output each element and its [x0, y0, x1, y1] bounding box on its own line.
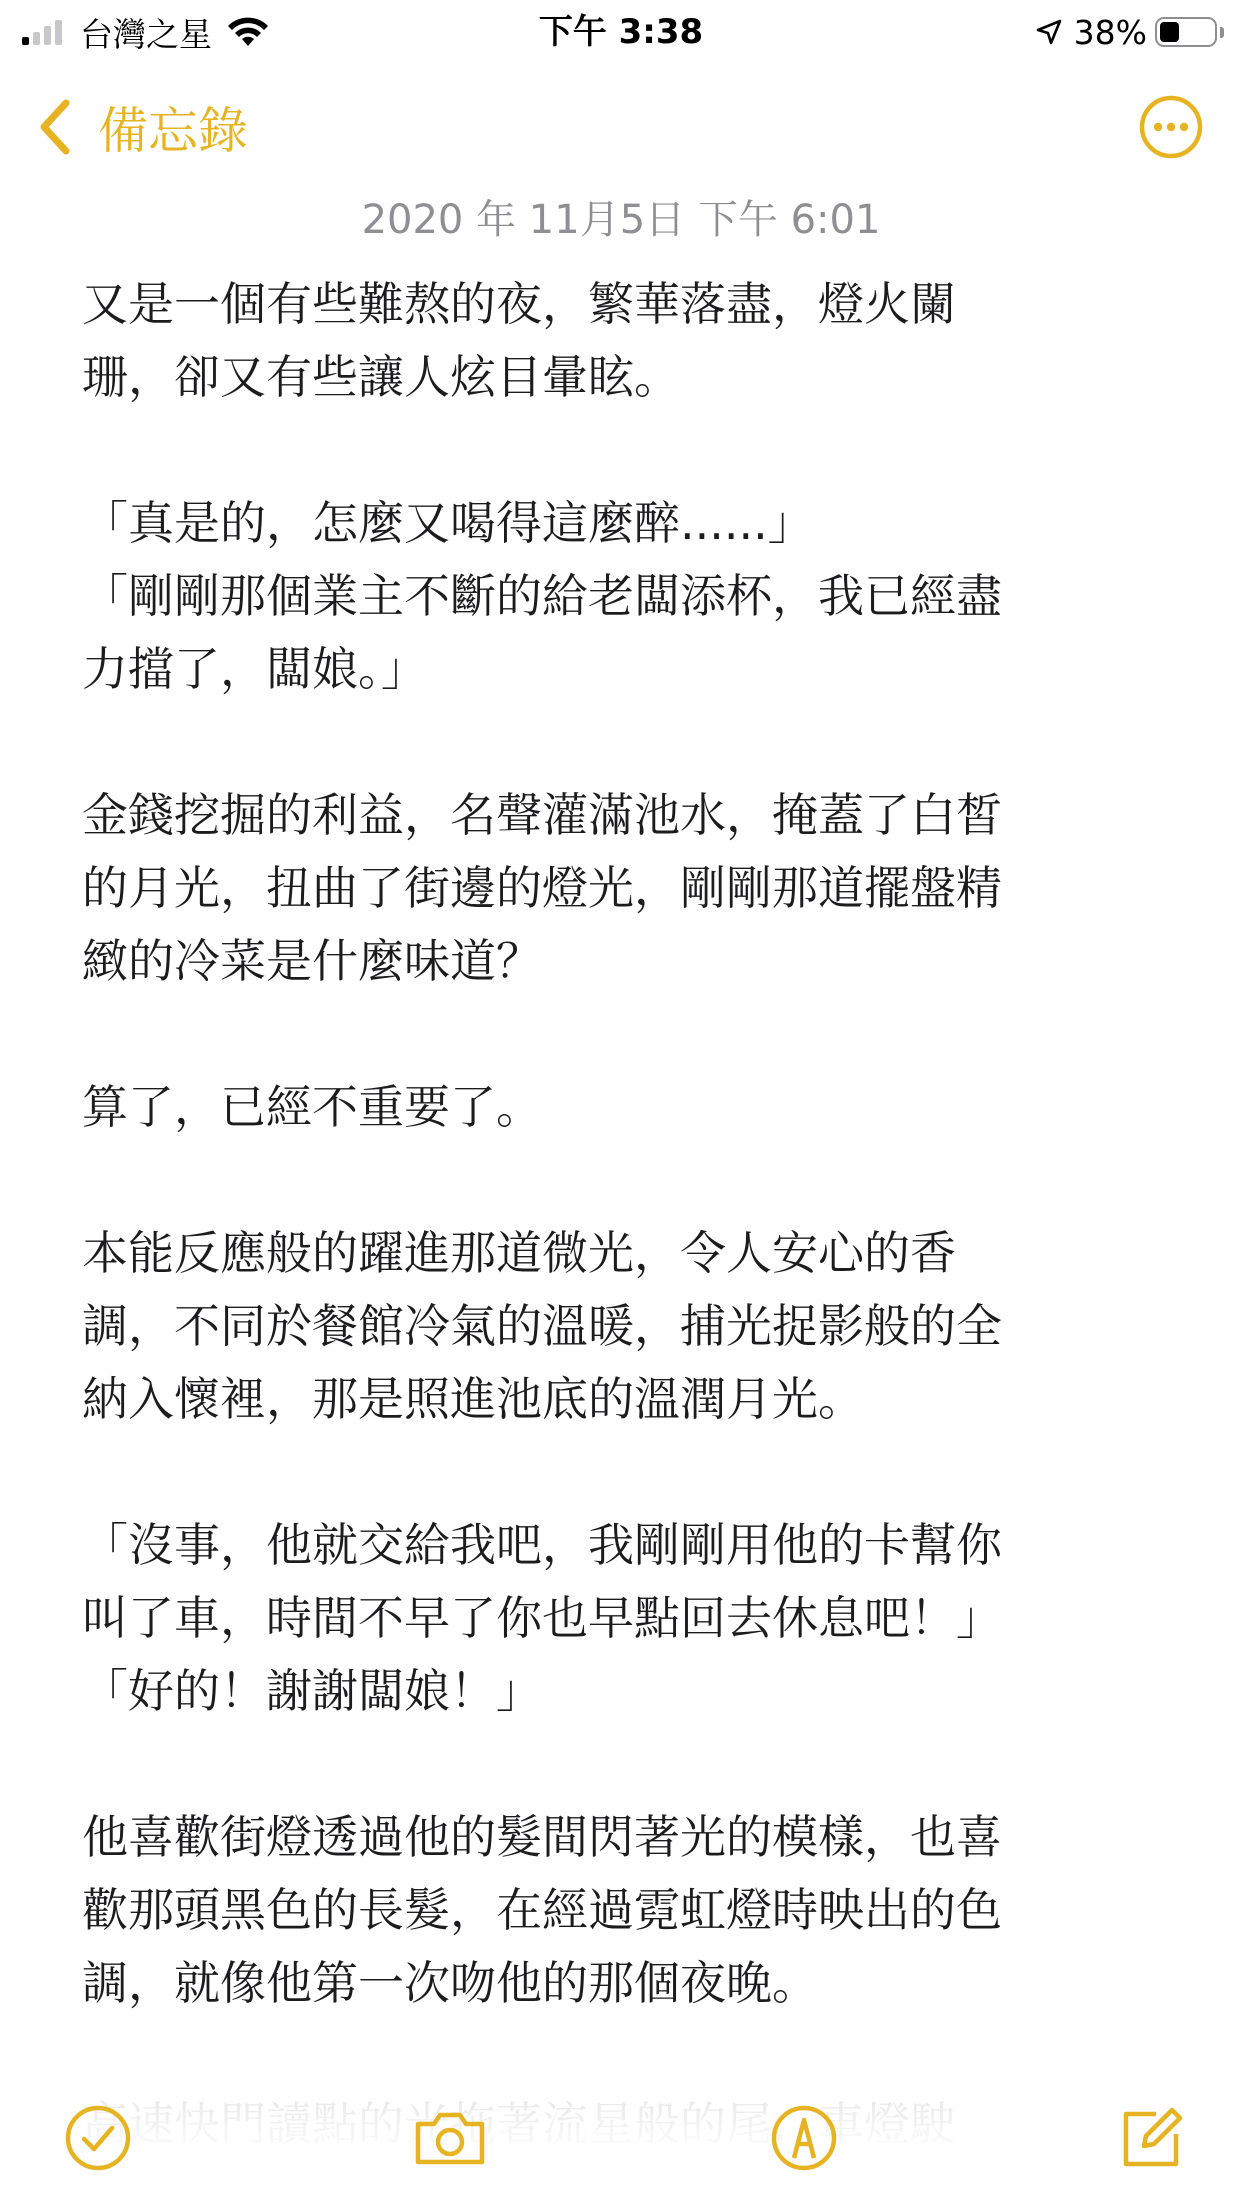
- note-paragraph: [82, 1071, 1162, 1144]
- battery-percent: 38%: [1073, 12, 1147, 52]
- note-paragraph: [82, 1509, 1162, 1728]
- note-date: 2020 年 11月5日 下午 6:01: [361, 197, 881, 243]
- chevron-left-icon: [36, 97, 72, 157]
- bottom-toolbar: [0, 2062, 1242, 2208]
- note-paragraph: [82, 1801, 1162, 2020]
- note-line: 「真是的，怎麼又喝得這麼醉......」: [82, 496, 814, 550]
- note-line: 又是一個有些難熬的夜，繁華落盡，燈火闌: [82, 277, 956, 331]
- status-time: 下午 3:38: [538, 12, 704, 52]
- note-line: 調，就像他第一次吻他的那個夜晚。: [82, 1956, 818, 2010]
- note-line: 叫了車，時間不早了你也早點回去休息吧！」: [82, 1591, 1002, 1645]
- note-line: 「沒事，他就交給我吧，我剛剛用他的卡幫你: [82, 1518, 1002, 1572]
- note-paragraph: [82, 779, 1162, 998]
- note-line: 珊，卻又有些讓人炫目暈眩。: [82, 350, 680, 404]
- note-line: 算了，已經不重要了。: [82, 1080, 542, 1134]
- note-line: 金錢挖掘的利益，名聲灌滿池水，掩蓋了白皙: [82, 788, 1002, 842]
- back-button[interactable]: [36, 92, 248, 162]
- note-line: 的月光，扭曲了街邊的燈光，剛剛那道擺盤精: [82, 861, 1002, 915]
- note-line: 調，不同於餐館冷氣的溫暖，捕光捉影般的全: [82, 1299, 1002, 1353]
- battery-nub: [1220, 27, 1224, 38]
- status-bar: [0, 0, 1242, 60]
- status-bar-right: [1034, 10, 1224, 54]
- more-options-icon[interactable]: [1138, 94, 1204, 160]
- note-body[interactable]: [82, 268, 1162, 2020]
- camera-icon[interactable]: [410, 2102, 490, 2174]
- note-paragraph: [82, 487, 1162, 706]
- back-button-label: 備忘錄: [98, 102, 248, 160]
- checklist-icon[interactable]: [62, 2102, 134, 2174]
- note-line: 「好的！謝謝闆娘！」: [82, 1664, 542, 1718]
- location-arrow-icon: [1034, 17, 1064, 47]
- note-line: 本能反應般的躍進那道微光，令人安心的香: [82, 1226, 956, 1280]
- note-line: 緻的冷菜是什麼味道？: [82, 934, 542, 988]
- note-line: 「剛剛那個業主不斷的給老闆添杯，我已經盡: [82, 569, 1002, 623]
- compose-icon[interactable]: [1116, 2102, 1188, 2174]
- battery-level-fill: [1160, 22, 1179, 42]
- battery-icon: [1155, 17, 1217, 47]
- note-line: 力擋了，闆娘。」: [82, 642, 427, 696]
- carrier-name: 台灣之星: [80, 14, 212, 54]
- note-line: 歡那頭黑色的長髮，在經過霓虹燈時映出的色: [82, 1883, 1002, 1937]
- markup-icon[interactable]: [768, 2102, 840, 2174]
- note-paragraph: [82, 268, 1162, 414]
- note-paragraph: [82, 1217, 1162, 1436]
- note-line: 納入懷裡，那是照進池底的溫潤月光。: [82, 1372, 864, 1426]
- note-line: 他喜歡街燈透過他的髮間閃著光的模樣，也喜: [82, 1810, 1002, 1864]
